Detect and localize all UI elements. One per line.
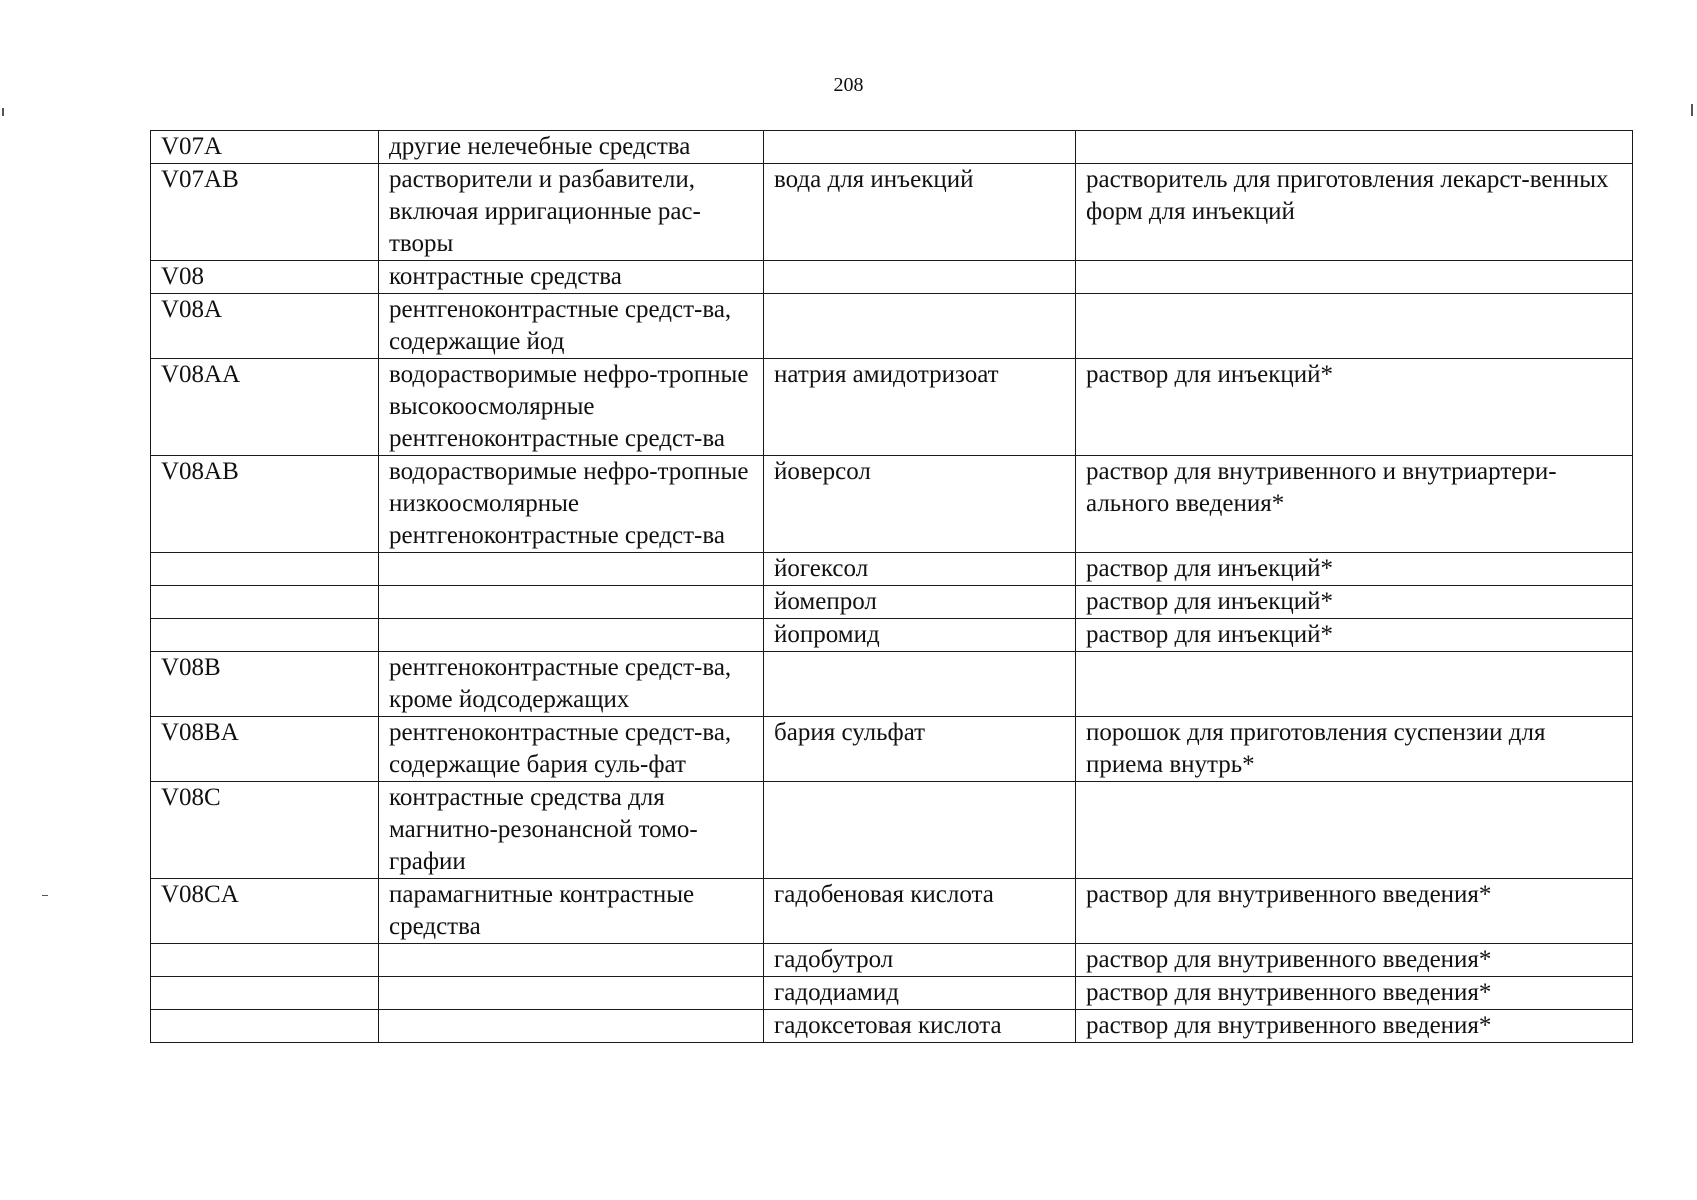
table-row [151,944,1633,977]
atc-code-cell: V08BA [151,717,379,782]
atc-code-cell: V08AB [151,456,379,553]
dosage-form-cell: растворитель для приготовления лекарст-венных форм для инъекций [1076,164,1633,261]
table-row [151,619,1633,652]
scan-artifact [42,895,48,896]
group-cell [379,586,764,619]
table-row [151,1010,1633,1043]
table-row [151,164,1633,261]
drug-name-cell: йопромид [764,619,1076,652]
group-cell [379,944,764,977]
group-cell: рентгеноконтрастные средст-ва, содержащие бария суль-фат [379,717,764,782]
drug-name-cell: натрия амидотризоат [764,359,1076,456]
drug-table [150,130,1633,1043]
group-cell: контрастные средства [379,261,764,294]
atc-code-cell: V08A [151,294,379,359]
dosage-form-cell [1076,294,1633,359]
group-cell: контрастные средства для магнитно-резонансной томо-графии [379,782,764,879]
atc-code-cell [151,977,379,1010]
scan-artifact [2,108,4,116]
atc-code-cell [151,619,379,652]
atc-code-cell [151,1010,379,1043]
group-cell: рентгеноконтрастные средст-ва, содержащие йод [379,294,764,359]
atc-code-cell: V07A [151,131,379,164]
atc-code-cell [151,586,379,619]
atc-code-cell: V08C [151,782,379,879]
table-row [151,131,1633,164]
dosage-form-cell: раствор для внутривенного введения* [1076,1010,1633,1043]
group-cell: рентгеноконтрастные средст-ва, кроме йодсодержащих [379,652,764,717]
dosage-form-cell: раствор для внутривенного введения* [1076,977,1633,1010]
drug-name-cell [764,131,1076,164]
drug-name-cell [764,294,1076,359]
table-row [151,717,1633,782]
group-cell [379,1010,764,1043]
table-row [151,977,1633,1010]
dosage-form-cell [1076,652,1633,717]
dosage-form-cell: раствор для внутривенного и внутриартери-ального введения* [1076,456,1633,553]
drug-name-cell: бария сульфат [764,717,1076,782]
atc-code-cell: V08 [151,261,379,294]
group-cell [379,553,764,586]
dosage-form-cell [1076,261,1633,294]
dosage-form-cell: раствор для инъекций* [1076,619,1633,652]
atc-code-cell [151,553,379,586]
drug-name-cell [764,782,1076,879]
group-cell: другие нелечебные средства [379,131,764,164]
dosage-form-cell: раствор для внутривенного введения* [1076,879,1633,944]
drug-name-cell: гадобеновая кислота [764,879,1076,944]
table-row [151,294,1633,359]
table-row [151,782,1633,879]
atc-code-cell: V08B [151,652,379,717]
dosage-form-cell [1076,131,1633,164]
drug-name-cell: гадодиамид [764,977,1076,1010]
table-row [151,652,1633,717]
group-cell [379,977,764,1010]
dosage-form-cell: раствор для внутривенного введения* [1076,944,1633,977]
table-row [151,586,1633,619]
table-row [151,553,1633,586]
drug-name-cell: гадобутрол [764,944,1076,977]
drug-name-cell: вода для инъекций [764,164,1076,261]
dosage-form-cell: порошок для приготовления суспензии для приема внутрь* [1076,717,1633,782]
dosage-form-cell: раствор для инъекций* [1076,586,1633,619]
group-cell: парамагнитные контрастные средства [379,879,764,944]
drug-name-cell [764,652,1076,717]
atc-code-cell [151,944,379,977]
group-cell [379,619,764,652]
table-row [151,879,1633,944]
dosage-form-cell [1076,782,1633,879]
drug-name-cell: йогексол [764,553,1076,586]
drug-name-cell: гадоксетовая кислота [764,1010,1076,1043]
drug-name-cell: йоверсол [764,456,1076,553]
table-row [151,359,1633,456]
drug-name-cell: йомепрол [764,586,1076,619]
group-cell: растворители и разбавители, включая ирригационные рас-творы [379,164,764,261]
atc-code-cell: V08CA [151,879,379,944]
drug-name-cell [764,261,1076,294]
dosage-form-cell: раствор для инъекций* [1076,553,1633,586]
table-row [151,456,1633,553]
group-cell: водорастворимые нефро-тропные низкоосмолярные рентгеноконтрастные средст-ва [379,456,764,553]
atc-code-cell: V07AB [151,164,379,261]
scan-artifact [1691,104,1693,116]
page-number: 208 [833,74,864,96]
dosage-form-cell: раствор для инъекций* [1076,359,1633,456]
table-row [151,261,1633,294]
group-cell: водорастворимые нефро-тропные высокоосмолярные рентгеноконтрастные средст-ва [379,359,764,456]
atc-code-cell: V08AA [151,359,379,456]
